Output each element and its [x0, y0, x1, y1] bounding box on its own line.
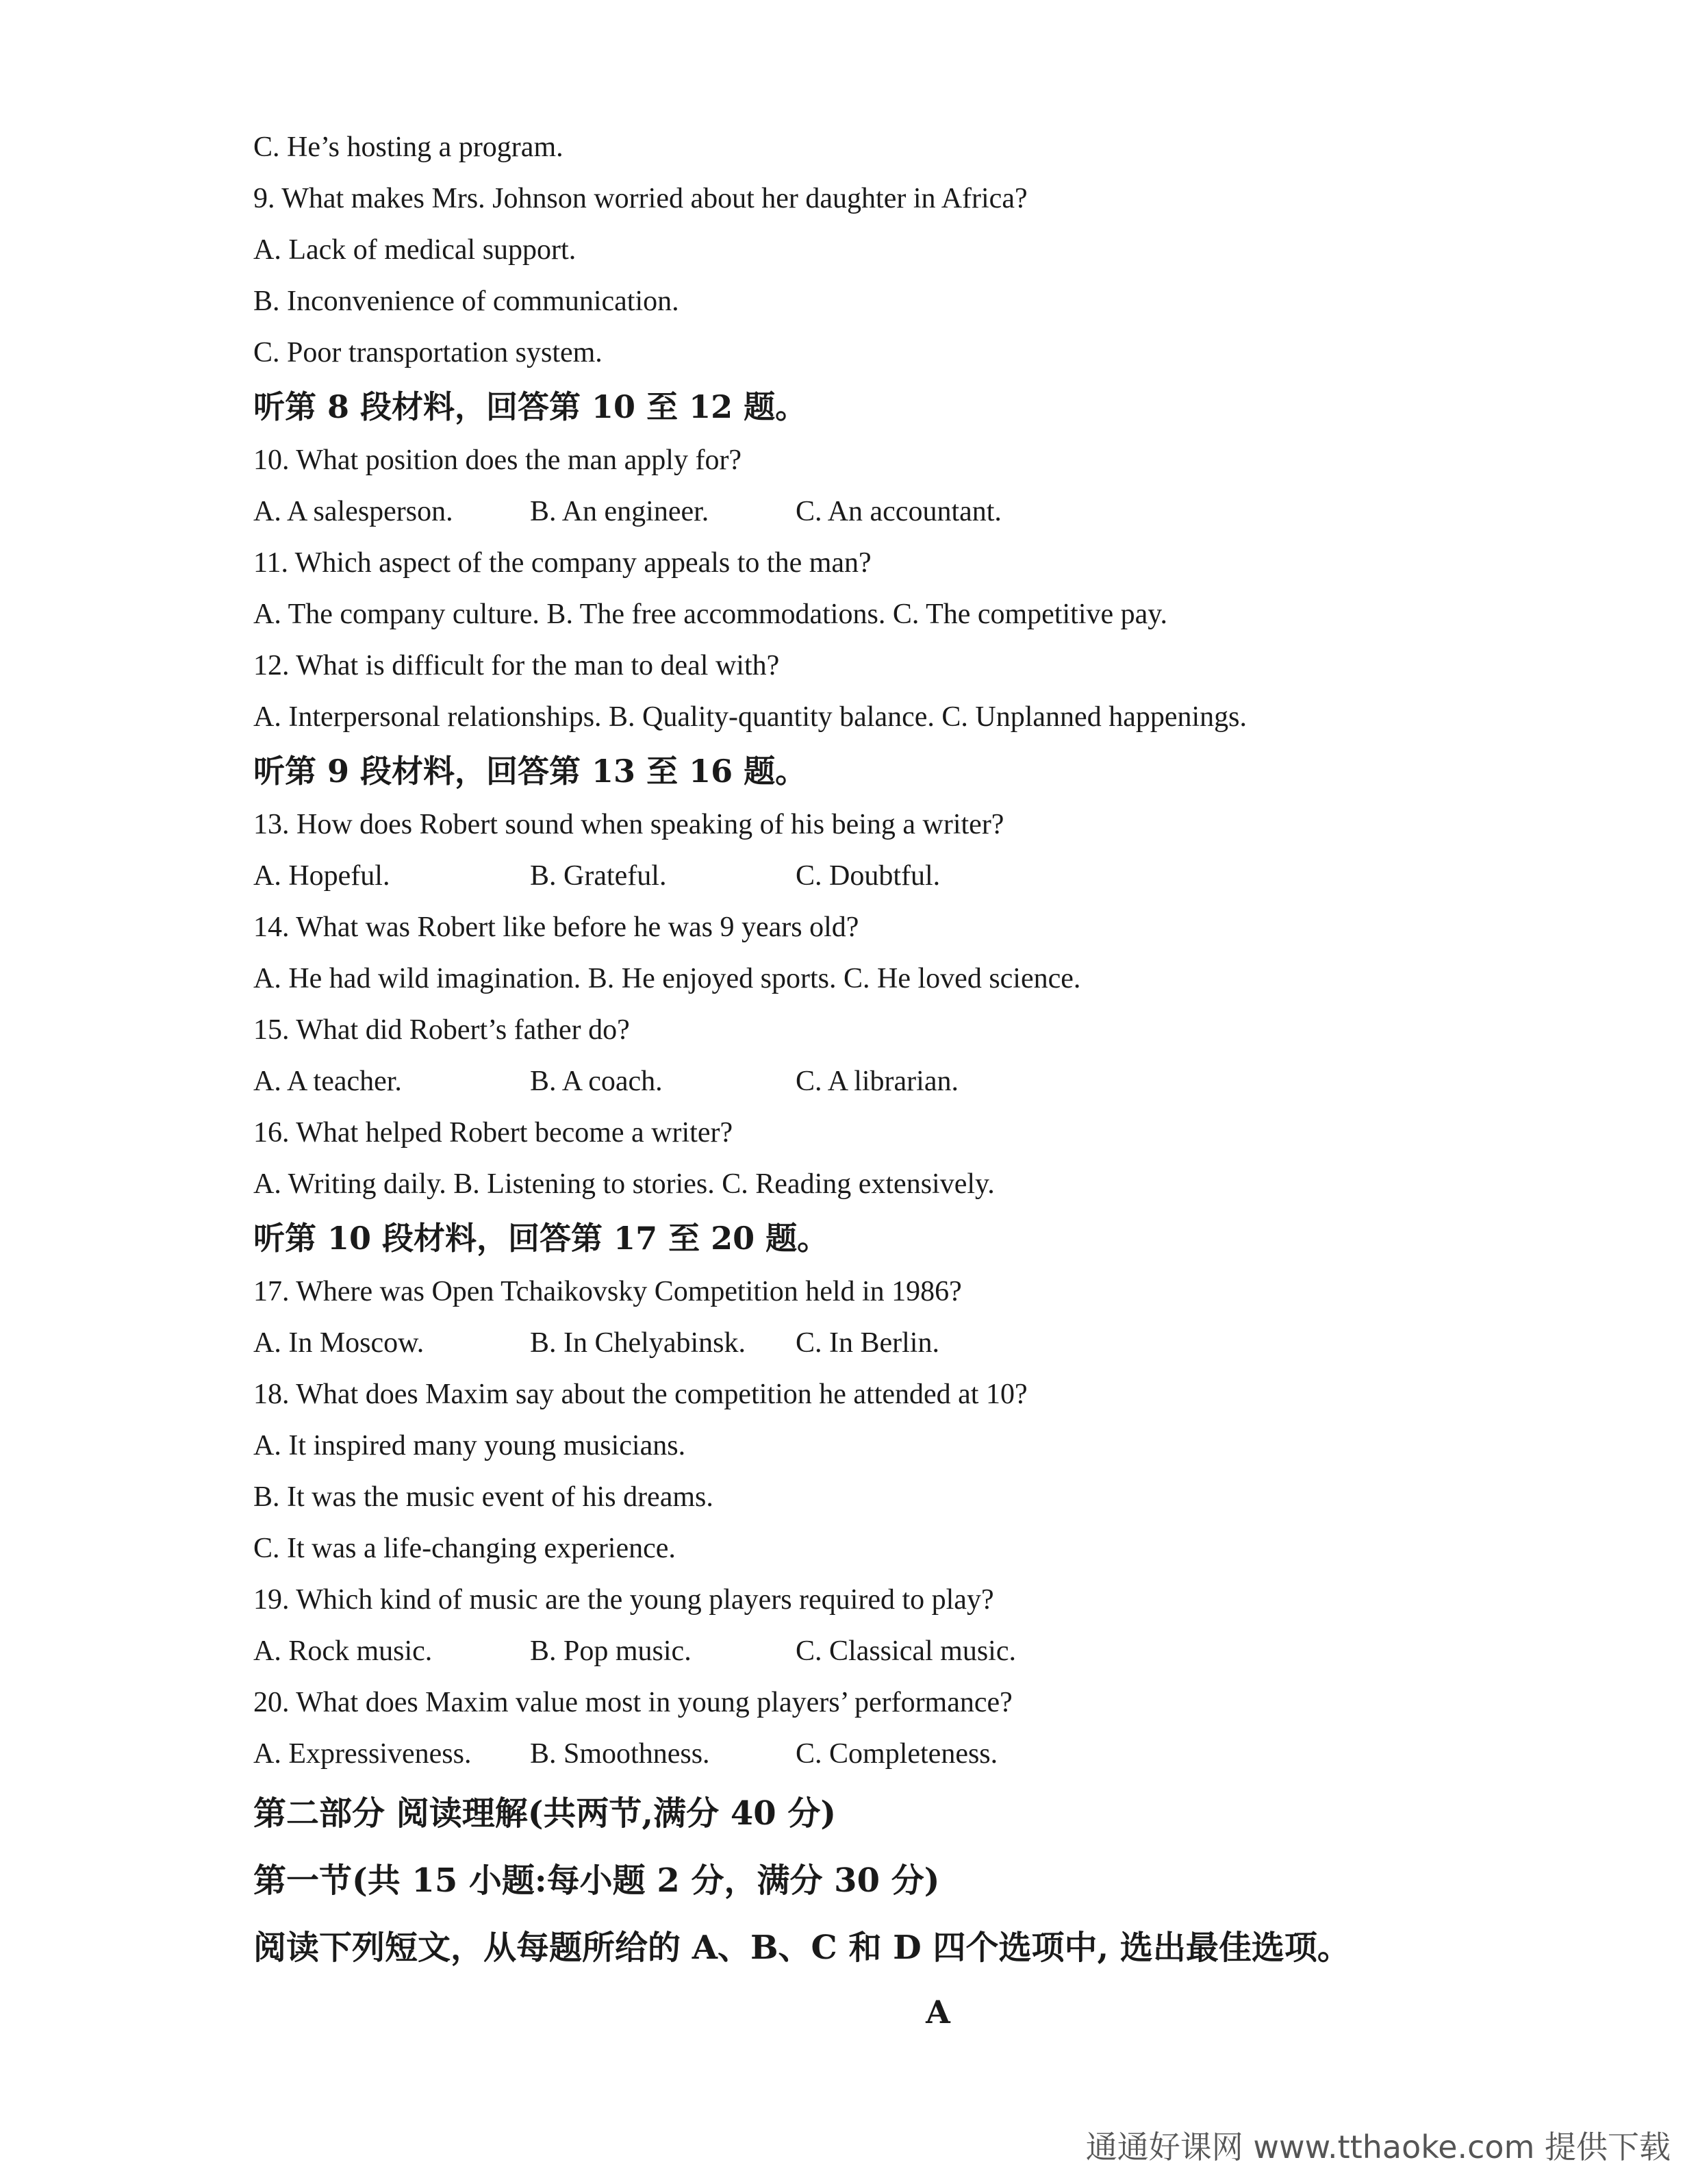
part-heading: 阅读下列短文，从每题所给的 A、B、C 和 D 四个选项中, 选出最佳选项。 [253, 1929, 1350, 1967]
option-row [253, 1729, 1623, 1780]
text-line: C. It was a life-changing experience. [253, 1533, 676, 1564]
option-row [253, 1318, 1623, 1369]
part-heading: 第二部分 阅读理解(共两节,满分 40 分) [253, 1794, 837, 1833]
text-line: A. Writing daily. B. Listening to stories. C. Reading extensively. [253, 1168, 995, 1200]
option: B. Smoothness. [530, 1738, 710, 1770]
text-line: A. The company culture. B. The free accommodations. C. The competitive pay. [253, 599, 1168, 630]
option: C. An accountant. [796, 496, 1002, 527]
text-line: B. Inconvenience of communication. [253, 286, 679, 317]
option: A. Expressiveness. [253, 1738, 472, 1770]
option: A. Rock music. [253, 1635, 433, 1667]
option: A. In Moscow. [253, 1327, 424, 1359]
text-line: B. It was the music event of his dreams. [253, 1481, 713, 1513]
text-line: A. Lack of medical support. [253, 234, 576, 266]
option-row [253, 1056, 1623, 1107]
text-line: C. He’s hosting a program. [253, 131, 563, 163]
option: A. A salesperson. [253, 496, 453, 527]
option: C. Classical music. [796, 1635, 1016, 1667]
option-row [253, 851, 1623, 902]
text-line: 11. Which aspect of the company appeals to the man? [253, 547, 872, 579]
option: B. Grateful. [530, 860, 667, 892]
text-line: 9. What makes Mrs. Johnson worried about her daughter in Africa? [253, 183, 1028, 214]
text-line: C. Poor transportation system. [253, 337, 603, 368]
text-line: 16. What helped Robert become a writer? [253, 1117, 733, 1149]
option-row [253, 1626, 1623, 1677]
text-line: 14. What was Robert like before he was 9 years old? [253, 912, 859, 943]
section-heading: 听第 8 段材料，回答第 10 至 12 题。 [253, 388, 807, 425]
exam-page [253, 122, 1623, 2043]
option: A. Hopeful. [253, 860, 390, 892]
section-heading: 听第 10 段材料，回答第 17 至 20 题。 [253, 1220, 829, 1257]
passage-label: A [926, 1994, 950, 2031]
option: B. An engineer. [530, 496, 709, 527]
text-line: A. It inspired many young musicians. [253, 1430, 686, 1461]
part-heading: 第一节(共 15 小题:每小题 2 分，满分 30 分) [253, 1861, 940, 1900]
option: C. Completeness. [796, 1738, 998, 1770]
section-heading: 听第 9 段材料，回答第 13 至 16 题。 [253, 753, 807, 790]
text-line: 13. How does Robert sound when speaking of his being a writer? [253, 809, 1004, 840]
option: B. A coach. [530, 1066, 663, 1097]
text-line: 19. Which kind of music are the young players required to play? [253, 1584, 994, 1616]
text-line: A. He had wild imagination. B. He enjoyed sports. C. He loved science. [253, 963, 1081, 994]
option: A. A teacher. [253, 1066, 402, 1097]
option: B. In Chelyabinsk. [530, 1327, 746, 1359]
text-line: A. Interpersonal relationships. B. Quality-quantity balance. C. Unplanned happenings. [253, 701, 1247, 733]
option: C. Doubtful. [796, 860, 941, 892]
text-line: 10. What position does the man apply for? [253, 444, 742, 476]
text-line: 15. What did Robert’s father do? [253, 1014, 630, 1046]
text-line: 18. What does Maxim say about the competition he attended at 10? [253, 1379, 1028, 1410]
watermark: 通通好课网 www.tthaoke.com 提供下载 [1085, 2129, 1671, 2166]
option: C. A librarian. [796, 1066, 959, 1097]
option-row [253, 486, 1623, 538]
text-line: 17. Where was Open Tchaikovsky Competition held in 1986? [253, 1276, 962, 1307]
option: B. Pop music. [530, 1635, 692, 1667]
text-line: 12. What is difficult for the man to deal with? [253, 650, 780, 681]
option: C. In Berlin. [796, 1327, 939, 1359]
text-line: 20. What does Maxim value most in young players’ performance? [253, 1687, 1013, 1718]
